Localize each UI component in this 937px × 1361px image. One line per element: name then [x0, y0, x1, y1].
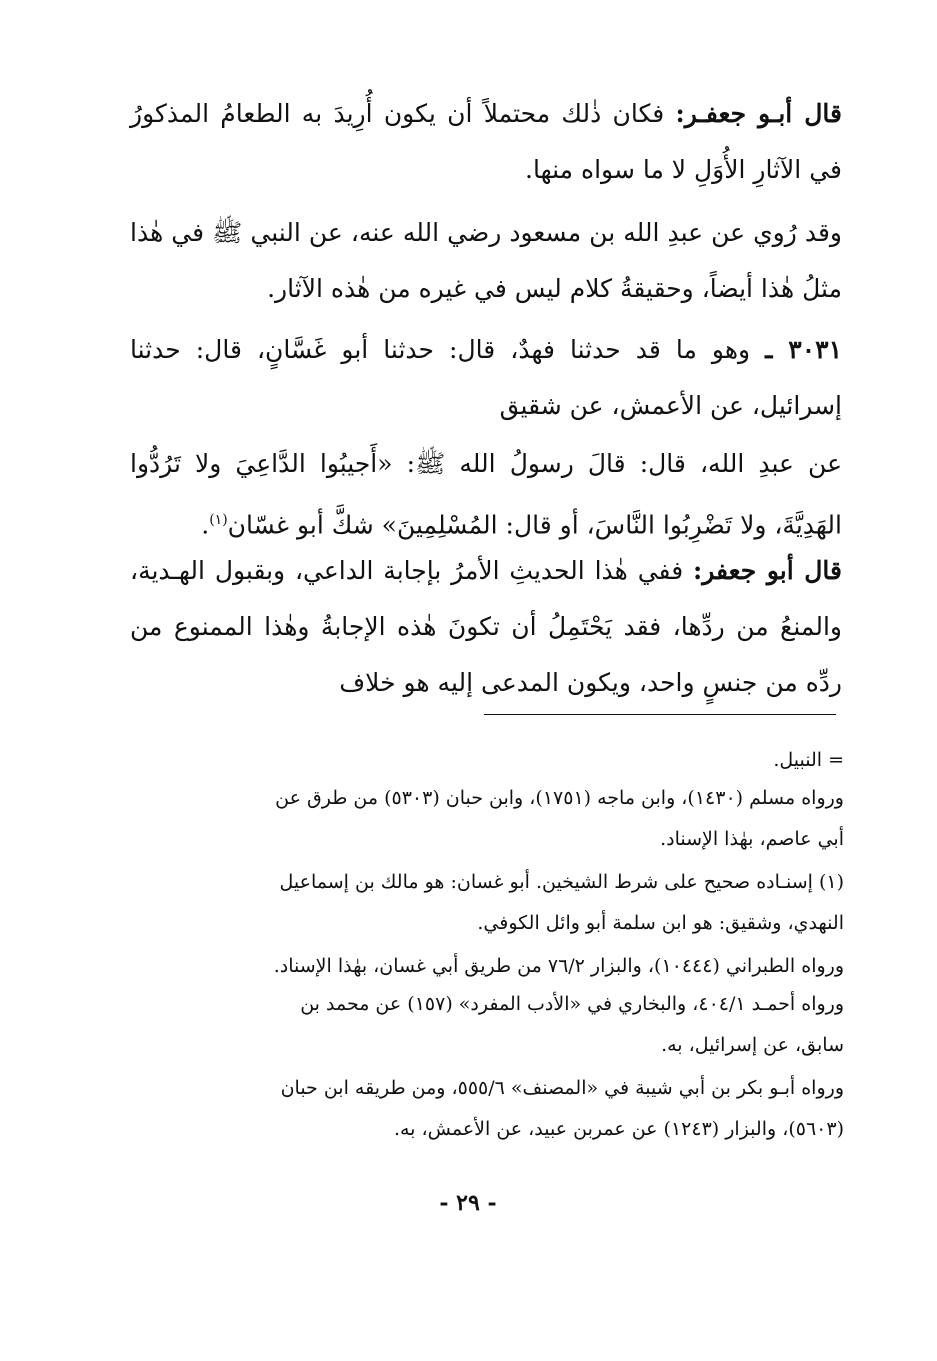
footnote-line: أبي عاصم، بهٰذا الإسناد. [660, 828, 844, 850]
hadith-matn-text: عن عبدِ الله، قال: قالَ رسولُ الله ﷺ: «أَجيبُوا الدَّاعِيَ ولا تَرُدُّوا الهَدِيَّةَ، ولا تَضْرِبُوا النَّاسَ، أو قال: المُسْلِمِينَ» شكَّ أبو غسّان [130, 449, 842, 540]
footnote-ibn-abi-shaybah [128, 1068, 844, 1150]
page-number: - ٢٩ - [439, 1190, 497, 1216]
paragraph-2-text: وقد رُوي عن عبدِ الله بن مسعود رضي الله عنه، عن النبي ﷺ في هٰذا مثلُ هٰذا أيضاً، وحقيقةُ كلام ليس في غيره من هٰذه الآثار. [130, 218, 842, 303]
footnote-line: ورواه الطبراني (١٠٤٤٤)، والبزار ٧٦/٢ من طريق أبي غسان، بهٰذا الإسناد. [273, 955, 844, 977]
footnote-divider [484, 714, 836, 715]
paragraph-1-speaker: قال أبـو جعفـر: [675, 99, 842, 128]
paragraph-5-text: ففي هٰذا الحديثِ الأمرُ بإجابة الداعي، وبقبول الهـدية، والمنعُ من ردِّها، فقد يَحْتَمِلُ أن تكونَ هٰذه الإجابةُ وهٰذا الممنوع من ردِّه من جنسٍ واحد، ويكون المدعى إليه هو خلاف [130, 556, 842, 697]
paragraph-1 [130, 86, 842, 198]
footnote-line: (٥٦٠٣)، والبزار (١٢٤٣) عن عمربن عبيد، عن الأعمش، به. [393, 1118, 844, 1140]
footnote-ahmad [128, 984, 844, 1066]
paragraph-5-speaker: قال أبو جعفر: [693, 556, 842, 585]
paragraph-1-text: فكان ذٰلك محتملاً أن يكون أُرِيدَ به الطعامُ المذكورُ في الآثارِ الأُوَلِ لا ما سواه منها. [130, 99, 842, 184]
hadith-number: ٣٠٣١ ـ [765, 335, 842, 364]
hadith-3031 [130, 322, 842, 434]
footnote-line: ورواه أحمـد ٤٠٤/١، والبخاري في «الأدب المفرد» (١٥٧) عن محمد بن [300, 993, 844, 1015]
footnote-reference: (١) [209, 512, 228, 528]
footnote-line: ورواه مسلم (١٤٣٠)، وابن ماجه (١٧٥١)، وابن حبان (٥٣٠٣) من طرق عن [275, 787, 844, 809]
hadith-matn [130, 436, 842, 553]
footnote-tabarani [128, 946, 844, 987]
paragraph-2 [130, 205, 842, 317]
footnote-line: النهدي، وشقيق: هو ابن سلمة أبو وائل الكوفي. [477, 912, 844, 934]
hadith-chain-text: وهو ما قد حدثنا فهدٌ، قال: حدثنا أبو غَسَّانٍ، قال: حدثنا إسرائيل، عن الأعمش، عن شقيق [130, 335, 842, 420]
footnote-line: سابق، عن إسرائيل، به. [661, 1034, 844, 1056]
footnote-line: = النبيل. [773, 749, 844, 771]
footnote-continuation [128, 740, 844, 781]
footnote-line: ورواه أبـو بكر بن أبي شيبة في «المصنف» ٥٥٥/٦، ومن طريقه ابن حبان [280, 1077, 844, 1099]
hadith-matn-end: . [201, 510, 210, 540]
footnote-previous-sources [128, 778, 844, 860]
paragraph-5 [130, 543, 842, 711]
footnote-1 [128, 862, 844, 944]
footnote-line: (١) إسنـاده صحيح على شرط الشيخين. أبو غسان: هو مالك بن إسماعيل [279, 871, 844, 893]
